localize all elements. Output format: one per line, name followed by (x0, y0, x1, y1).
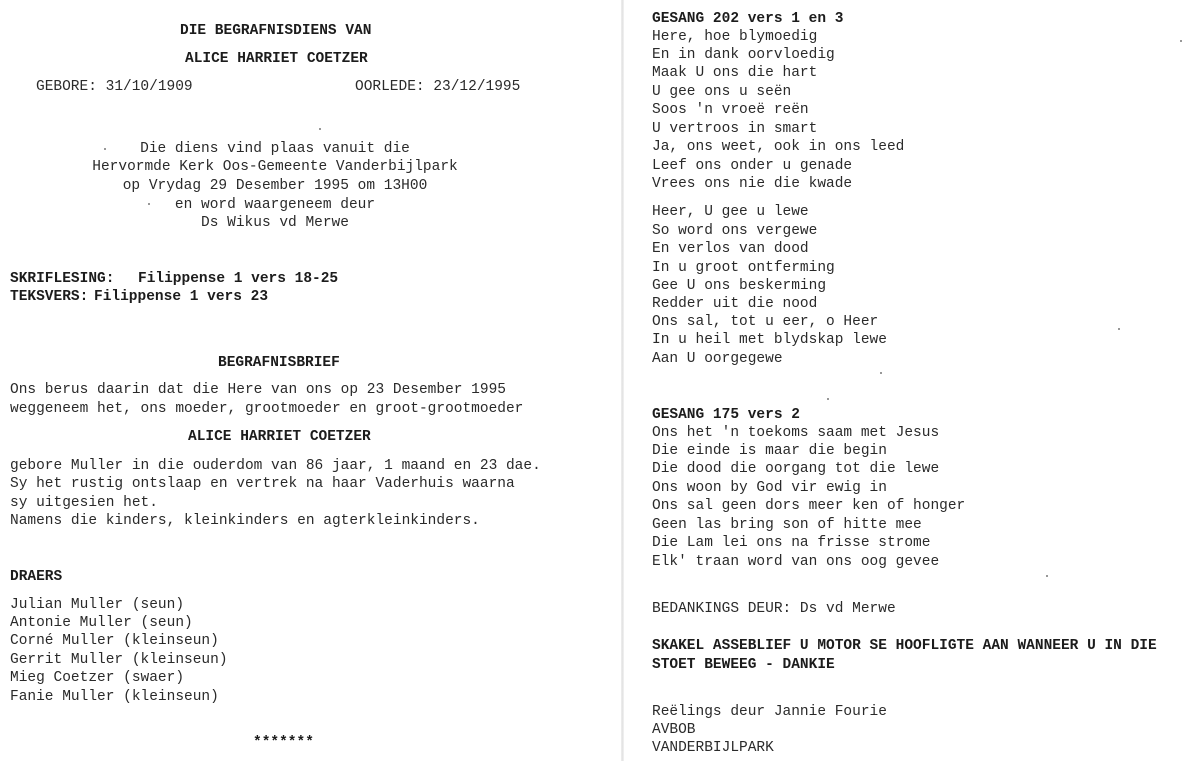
letter-heading: BEGRAFNISBRIEF (218, 355, 340, 371)
scan-speck (1180, 40, 1182, 42)
scan-speck (827, 398, 829, 400)
hymn-line: Ons woon by God vir ewig in (652, 480, 887, 496)
hymn-line: Vrees ons nie die kwade (652, 176, 853, 192)
page-fold (621, 0, 624, 761)
bearer-item: Fanie Muller (kleinseun) (10, 689, 219, 705)
hymn-line: Die einde is maar die begin (652, 443, 887, 459)
headlights-notice-line-2: STOET BEWEEG - DANKIE (652, 657, 835, 673)
scan-speck (319, 128, 321, 130)
reading-label: SKRIFLESING: (10, 271, 115, 287)
deceased-name: ALICE HARRIET COETZER (185, 51, 368, 67)
hymn-202-label: GESANG 202 vers 1 en 3 (652, 11, 844, 27)
letter-body-line-3: sy uitgesien het. (10, 495, 158, 511)
text-verse-value: Filippense 1 vers 23 (94, 289, 269, 305)
letter-body-line-4: Namens die kinders, kleinkinders en agterkleinkinders. (10, 513, 480, 529)
scan-speck (104, 148, 106, 150)
hymn-line: En verlos van dood (652, 241, 809, 257)
service-line-4: en word waargeneem deur (174, 197, 376, 213)
reading-value: Filippense 1 vers 18-25 (138, 271, 339, 287)
hymn-line: In u groot ontferming (652, 260, 835, 276)
hymn-line: Leef ons onder u genade (652, 158, 853, 174)
thanks-line: BEDANKINGS DEUR: Ds vd Merwe (652, 601, 896, 617)
arrangements-line-2: AVBOB (652, 722, 696, 738)
letter-deceased-name: ALICE HARRIET COETZER (188, 429, 371, 445)
hymn-line: Gee U ons beskerming (652, 278, 827, 294)
hymn-line: Die dood die oorgang tot die lewe (652, 461, 940, 477)
hymn-line: So word ons vergewe (652, 223, 818, 239)
hymn-line: Ja, ons weet, ook in ons leed (652, 139, 905, 155)
arrangements-line-3: VANDERBIJLPARK (652, 740, 774, 756)
text-verse-label: TEKSVERS: (10, 289, 89, 305)
arrangements-line-1: Reëlings deur Jannie Fourie (652, 704, 887, 720)
hymn-line: Maak U ons die hart (652, 65, 818, 81)
death-date: OORLEDE: 23/12/1995 (355, 79, 521, 95)
birth-date: GEBORE: 31/10/1909 (36, 79, 193, 95)
scan-speck (880, 372, 882, 374)
letter-body-line-1: gebore Muller in die ouderdom van 86 jaar, 1 maand en 23 dae. (10, 458, 541, 474)
hymn-line: Ons het 'n toekoms saam met Jesus (652, 425, 940, 441)
hymn-175-label: GESANG 175 vers 2 (652, 407, 800, 423)
hymn-line: En in dank oorvloedig (652, 47, 835, 63)
programme-heading: DIE BEGRAFNISDIENS VAN (180, 23, 372, 39)
letter-body-line-2: Sy het rustig ontslaap en vertrek na haar Vaderhuis waarna (10, 476, 515, 492)
service-line-5: Ds Wikus vd Merwe (201, 215, 349, 231)
bearer-item: Antonie Muller (seun) (10, 615, 193, 631)
hymn-line: U vertroos in smart (652, 121, 818, 137)
hymn-line: Here, hoe blymoedig (652, 29, 818, 45)
hymn-line: In u heil met blydskap lewe (652, 332, 887, 348)
scan-speck (148, 203, 150, 205)
hymn-line: U gee ons u seën (652, 84, 792, 100)
bearer-item: Corné Muller (kleinseun) (10, 633, 219, 649)
service-line-3: op Vrydag 29 Desember 1995 om 13H00 (122, 178, 428, 194)
scan-speck (1046, 575, 1048, 577)
headlights-notice-line-1: SKAKEL ASSEBLIEF U MOTOR SE HOOFLIGTE AAN WANNEER U IN DIE (652, 638, 1157, 654)
hymn-line: Redder uit die nood (652, 296, 818, 312)
hymn-line: Ons sal geen dors meer ken of honger (652, 498, 966, 514)
bearer-item: Julian Muller (seun) (10, 597, 185, 613)
hymn-line: Soos 'n vroeë reën (652, 102, 809, 118)
hymn-line: Elk' traan word van ons oog gevee (652, 554, 940, 570)
hymn-line: Ons sal, tot u eer, o Heer (652, 314, 879, 330)
bearer-item: Gerrit Muller (kleinseun) (10, 652, 228, 668)
scan-speck (1118, 328, 1120, 330)
service-line-2: Hervormde Kerk Oos-Gemeente Vanderbijlpark (92, 159, 458, 175)
letter-intro-line-2: weggeneem het, ons moeder, grootmoeder en groot-grootmoeder (10, 401, 524, 417)
hymn-line: Heer, U gee u lewe (652, 204, 809, 220)
closing-stars: ******* (253, 735, 314, 751)
service-line-1: Die diens vind plaas vanuit die (140, 141, 410, 157)
hymn-line: Die Lam lei ons na frisse strome (652, 535, 931, 551)
bearers-heading: DRAERS (10, 569, 63, 585)
hymn-line: Geen las bring son of hitte mee (652, 517, 922, 533)
letter-intro-line-1: Ons berus daarin dat die Here van ons op 23 Desember 1995 (10, 382, 506, 398)
hymn-line: Aan U oorgegewe (652, 351, 783, 367)
bearer-item: Mieg Coetzer (swaer) (10, 670, 185, 686)
